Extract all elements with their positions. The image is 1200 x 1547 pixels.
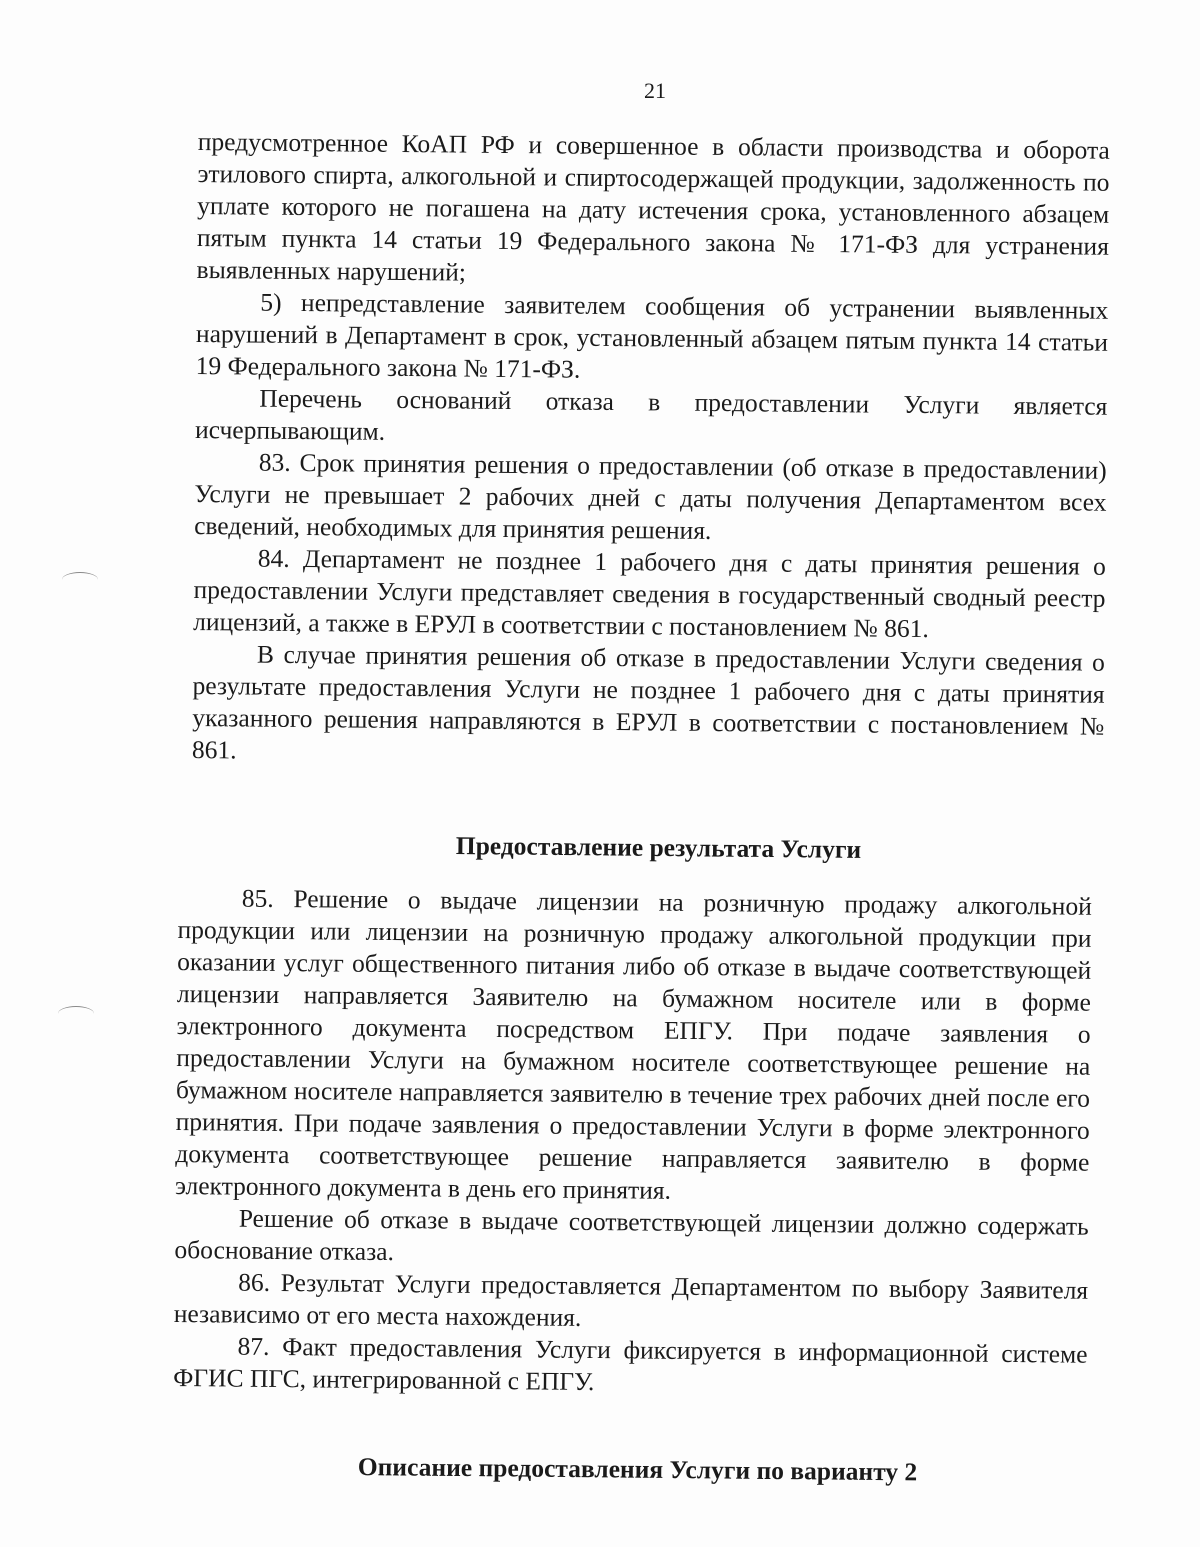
- paragraph-83: 83. Срок принятия решения о предоставлении (об отказе в предоставлении) Услуги не превышает 2 рабочих дней с даты получения Департаментом всех сведений, необходимых для принятия решения.: [194, 447, 1107, 545]
- punch-hole-mark: [58, 1006, 94, 1021]
- paragraph-85: 85. Решение о выдаче лицензии на розничную продажу алкогольной продукции или лицензии на розничную продажу алкогольной продукции при оказании услуг общественного питания либо об отказе в выдаче соответствующей лицензии направляется Заявителю на бумажном носителе или в форме электронного документа посредством ЕПГУ. При подаче заявления о предоставлении Услуги на бумажном носителе соответствующее решение на бумажном носителе направляется заявителю в течение трех рабочих дней после его принятия. При подаче заявления о предоставлении Услуги в форме электронного документа соответствующее решение направляется заявителю в форме электронного документа в день его принятия.: [174, 883, 1092, 1205]
- section-grounds-for-refusal: [192, 126, 1110, 775]
- paragraph-exhaustive-list: Перечень оснований отказа в предоставлении Услуги является исчерпывающим.: [194, 383, 1108, 446]
- paragraph-continuation: предусмотренное КоАП РФ и совершенное в области производства и оборота этилового спирта, алкогольной и спиртосодержащей продукции, задолженность по уплате которого не погашена на дату истечения срока, установленного абзацем пятым пункта 14 статьи 19 Федерального закона № 171-ФЗ для устранения выявленных нарушений;: [196, 126, 1110, 287]
- paragraph-item-5: 5) непредставление заявителем сообщения об устранении выявленных нарушений в Департамент в срок, установленный абзацем пятым пункта 14 статьи 19 Федерального закона № 171-ФЗ.: [195, 287, 1109, 384]
- section-heading-result: Предоставление результата Услуги: [455, 831, 862, 864]
- paragraph-86: 86. Результат Услуги предоставляется Департаментом по выбору Заявителя независимо от его места нахождения.: [173, 1267, 1089, 1332]
- section-heading-variant-2: Описание предоставления Услуги по варианту 2: [357, 1452, 918, 1487]
- punch-hole-mark: [62, 572, 98, 587]
- paragraph-refusal-info: В случае принятия решения об отказе в предоставлении Услуги сведения о результате предоставления Услуги не позднее 1 рабочего дня с даты принятия указанного решения направляются в ЕРУЛ в соответствии с постановлением № 861.: [191, 639, 1106, 765]
- page-number: 21: [644, 78, 666, 103]
- paragraph-87: 87. Факт предоставления Услуги фиксируется в информационной системе ФГИС ПГС, интегрированной с ЕПГУ.: [173, 1331, 1088, 1397]
- section-result-delivery: [173, 882, 1092, 1403]
- paragraph-84: 84. Департамент не позднее 1 рабочего дня с даты принятия решения о предоставлении Услуги представляет сведения в государственный сводный реестр лицензий, а также в ЕРУЛ в соответствии с постановлением № 861.: [193, 543, 1106, 644]
- paragraph-refusal-justification: Решение об отказе в выдаче соответствующей лицензии должно содержать обоснование отказа.: [174, 1203, 1089, 1267]
